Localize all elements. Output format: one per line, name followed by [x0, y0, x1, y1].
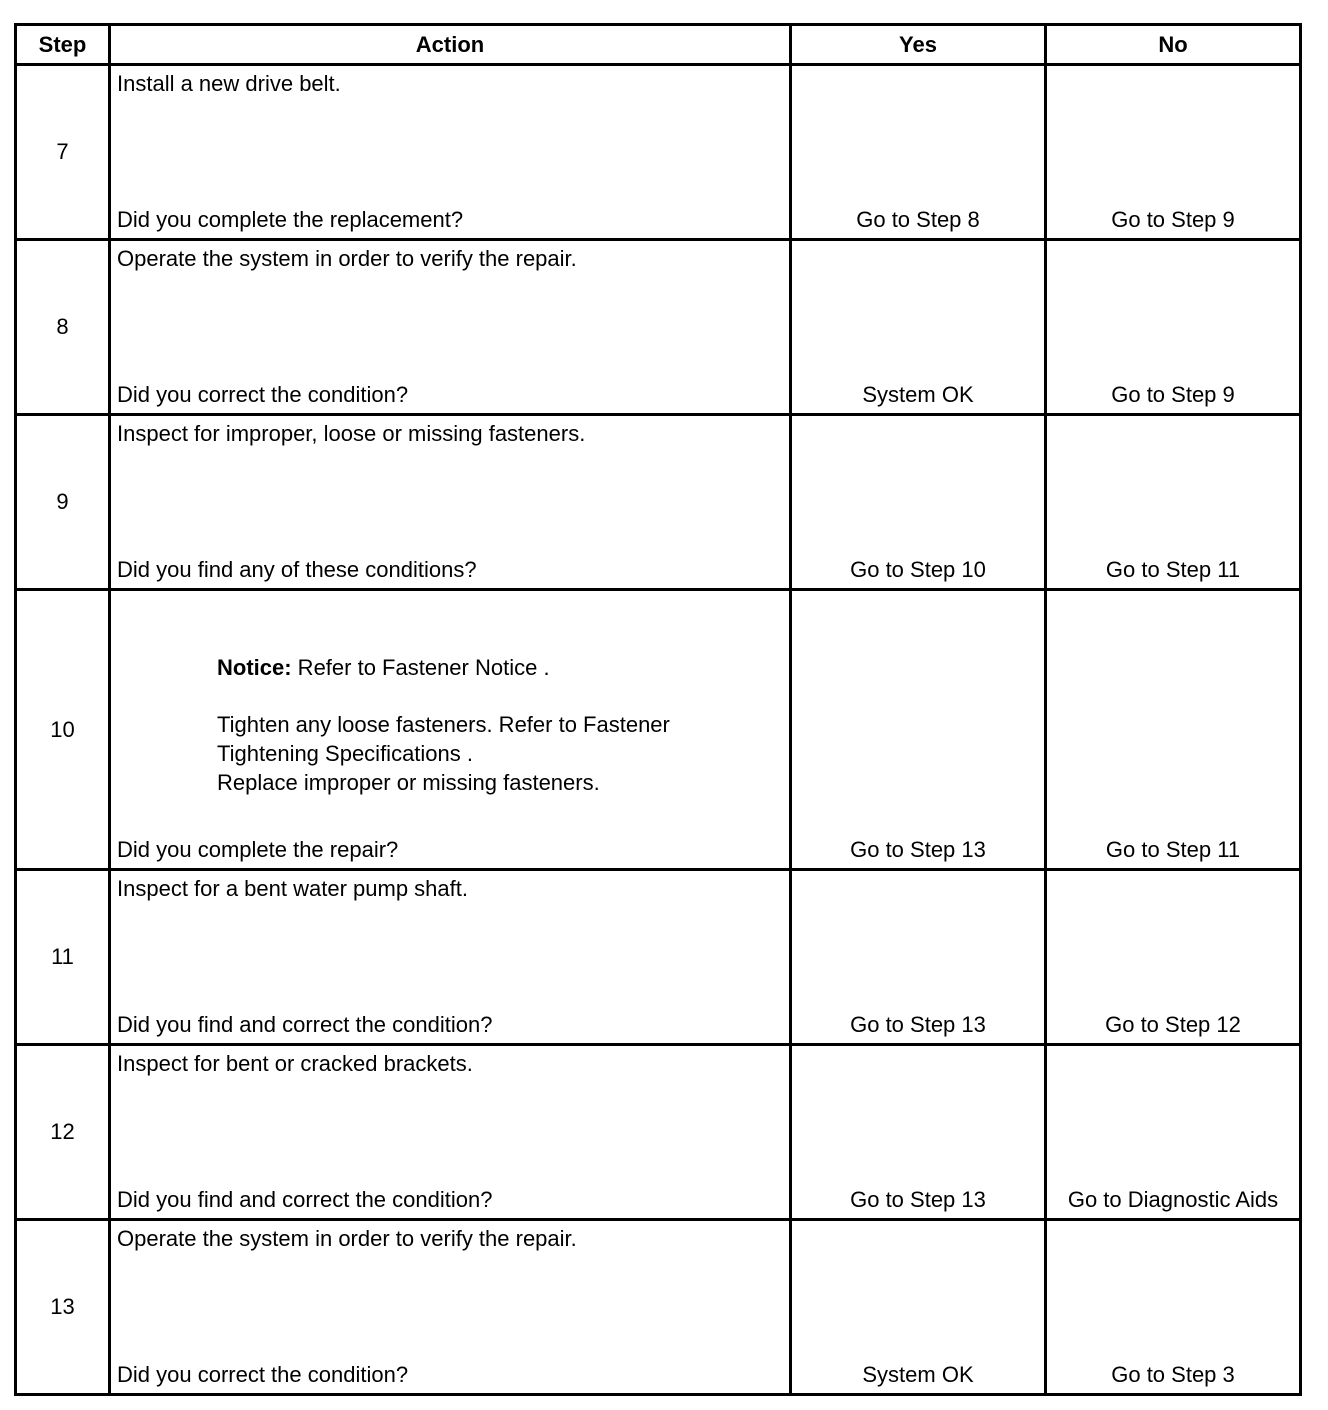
step-number: 11	[16, 870, 110, 1045]
yes-result: Go to Step 13	[850, 837, 986, 862]
table-row	[16, 1045, 1301, 1220]
action-cell	[110, 1220, 791, 1395]
no-cell	[1046, 240, 1301, 415]
action-question: Did you complete the replacement?	[117, 207, 464, 232]
step-number: 12	[16, 1045, 110, 1220]
yes-result: Go to Step 10	[850, 557, 986, 582]
action-cell	[110, 870, 791, 1045]
yes-cell	[791, 65, 1046, 240]
no-cell	[1046, 1220, 1301, 1395]
table-row	[16, 415, 1301, 590]
no-cell	[1046, 1045, 1301, 1220]
yes-cell	[791, 240, 1046, 415]
table-row	[16, 65, 1301, 240]
header-row	[16, 25, 1301, 65]
no-cell	[1046, 415, 1301, 590]
action-question: Did you find any of these conditions?	[117, 557, 477, 582]
yes-cell	[791, 590, 1046, 870]
yes-cell	[791, 1045, 1046, 1220]
yes-result: System OK	[862, 382, 974, 407]
header-step: Step	[16, 25, 110, 65]
action-question: Did you correct the condition?	[117, 1362, 409, 1387]
step-number: 10	[16, 590, 110, 870]
step-number: 9	[16, 415, 110, 590]
action-text: Inspect for a bent water pump shaft.	[117, 876, 468, 901]
yes-cell	[791, 415, 1046, 590]
table-row	[16, 590, 1301, 870]
header-action: Action	[110, 25, 791, 65]
action-cell	[110, 240, 791, 415]
no-result: Go to Step 12	[1105, 1012, 1241, 1037]
instruction-line: Tightening Specifications .	[217, 741, 473, 766]
no-result: Go to Step 9	[1111, 207, 1235, 232]
notice-line	[217, 653, 670, 682]
no-result: Go to Step 11	[1105, 557, 1241, 582]
action-text: Install a new drive belt.	[117, 71, 341, 96]
action-cell	[110, 1045, 791, 1220]
action-cell	[110, 65, 791, 240]
yes-cell	[791, 870, 1046, 1045]
action-question: Did you find and correct the condition?	[117, 1012, 493, 1037]
action-cell	[110, 590, 791, 870]
no-cell	[1046, 590, 1301, 870]
step-number: 7	[16, 65, 110, 240]
yes-result: System OK	[862, 1362, 974, 1387]
header-no: No	[1046, 25, 1301, 65]
header-yes: Yes	[791, 25, 1046, 65]
action-text: Inspect for improper, loose or missing fasteners.	[117, 421, 586, 446]
action-text: Operate the system in order to verify the repair.	[117, 246, 577, 271]
action-text: Operate the system in order to verify the repair.	[117, 1226, 577, 1251]
instruction-line: Tighten any loose fasteners. Refer to Fastener	[217, 712, 670, 737]
notice-label: Notice:	[217, 655, 292, 680]
no-result: Go to Step 3	[1111, 1362, 1235, 1387]
notice-text: Refer to Fastener Notice .	[291, 655, 550, 680]
action-cell	[110, 415, 791, 590]
table-row	[16, 870, 1301, 1045]
diagnostic-table	[14, 23, 1302, 1396]
yes-cell	[791, 1220, 1046, 1395]
no-result: Go to Diagnostic Aids	[1067, 1187, 1279, 1212]
notice-block	[217, 653, 670, 797]
no-result: Go to Step 11	[1105, 837, 1241, 862]
instruction-line: Replace improper or missing fasteners.	[217, 770, 600, 795]
no-cell	[1046, 870, 1301, 1045]
spacer	[217, 682, 670, 710]
table-row	[16, 1220, 1301, 1395]
step-number: 8	[16, 240, 110, 415]
yes-result: Go to Step 13	[850, 1187, 986, 1212]
table-row	[16, 240, 1301, 415]
yes-result: Go to Step 8	[856, 207, 980, 232]
no-cell	[1046, 65, 1301, 240]
step-number: 13	[16, 1220, 110, 1395]
action-question: Did you complete the repair?	[117, 837, 399, 862]
no-result: Go to Step 9	[1111, 382, 1235, 407]
yes-result: Go to Step 13	[850, 1012, 986, 1037]
action-question: Did you correct the condition?	[117, 382, 409, 407]
action-question: Did you find and correct the condition?	[117, 1187, 493, 1212]
action-text: Inspect for bent or cracked brackets.	[117, 1051, 473, 1076]
